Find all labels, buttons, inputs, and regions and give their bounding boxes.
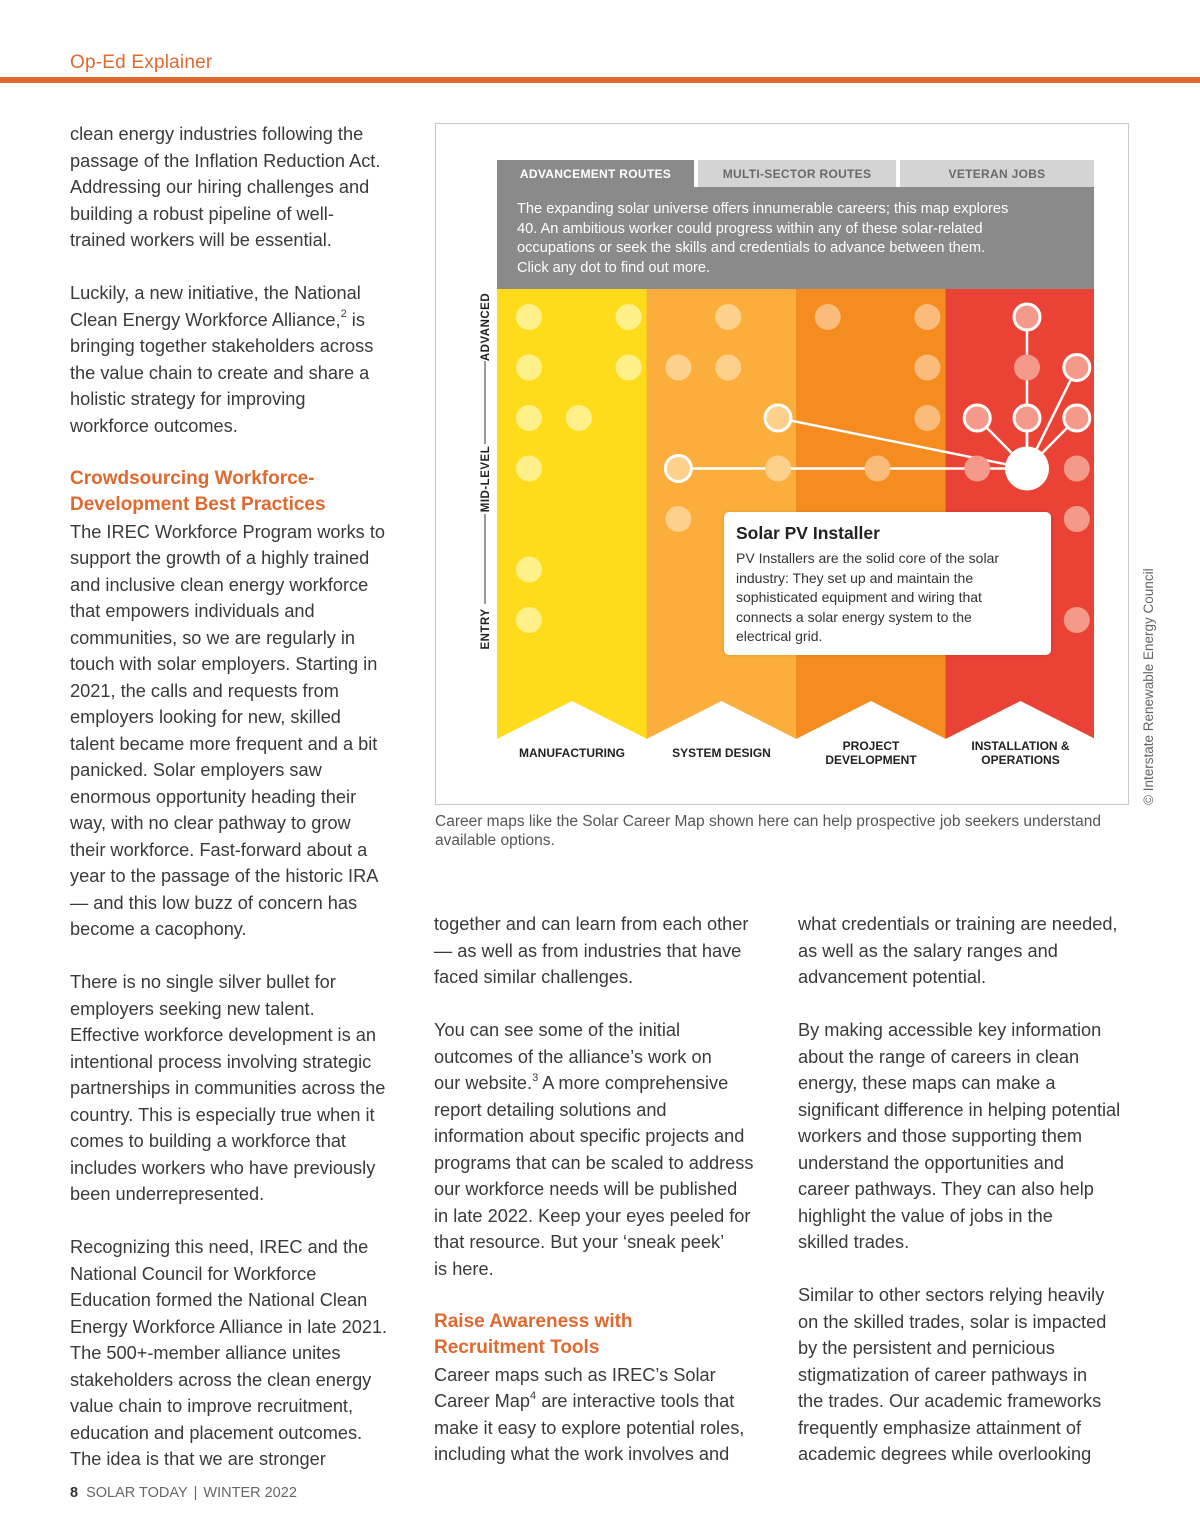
text-line: The IREC Workforce Program works to <box>70 521 385 542</box>
text-line: Effective workforce development is an <box>70 1025 376 1045</box>
text-line: The 500+-member alliance unites <box>70 1343 341 1363</box>
text-line: frequently emphasize attainment of <box>798 1417 1082 1438</box>
career-dot-linked <box>1014 405 1040 431</box>
text-line: including what the work involves and <box>434 1444 730 1464</box>
text-line: Luckily, a new initiative, the National <box>70 283 361 303</box>
text-line: occupations or seek the skills and credentials to advance between them. <box>517 240 986 257</box>
text-line: enormous opportunity heading their <box>70 786 357 807</box>
career-dot <box>715 355 741 381</box>
tab-multi-sector-routes[interactable]: MULTI-SECTOR ROUTES <box>698 160 896 187</box>
career-dot <box>964 456 990 482</box>
text-line: been underrepresented. <box>70 1184 265 1204</box>
text-line: their workforce. Fast-forward about a <box>70 839 368 860</box>
text-line: our workforce needs will be published <box>434 1179 738 1199</box>
footnote-ref[interactable]: 4 <box>530 1389 537 1402</box>
text-line: — and this low buzz of concern has <box>70 892 358 913</box>
issue-date: WINTER 2022 <box>203 1485 297 1501</box>
text-line: stakeholders across the clean energy <box>70 1369 372 1390</box>
text-line: support the growth of a highly trained <box>70 548 370 568</box>
text-line: understand the opportunities and <box>798 1152 1064 1173</box>
text-line: employers seeking new talent. <box>70 998 315 1019</box>
text-line: intentional process involving strategic <box>70 1051 372 1072</box>
paragraph <box>434 911 774 991</box>
footnote-ref[interactable]: 3 <box>532 1071 539 1084</box>
text-line: clean energy industries following the <box>70 124 364 144</box>
tab-veteran-jobs[interactable]: VETERAN JOBS <box>900 160 1094 187</box>
text-line: that resource. But your ‘sneak peek’ <box>434 1232 725 1252</box>
career-dot <box>516 607 542 633</box>
sector-label: OPERATIONS <box>981 753 1060 767</box>
text-line: faced similar challenges. <box>434 967 634 987</box>
career-dot <box>914 405 940 431</box>
text-line: value chain to improve recruitment, <box>70 1396 354 1416</box>
career-dot <box>914 355 940 381</box>
text-line: that empowers individuals and <box>70 601 315 621</box>
text-line: significant difference in helping potential <box>798 1099 1121 1120</box>
career-dot <box>516 405 542 431</box>
text-line: partnerships in communities across the <box>70 1078 386 1098</box>
text-line: report detailing solutions and <box>434 1099 667 1120</box>
career-dot <box>616 355 642 381</box>
text-line: panicked. Solar employers saw <box>70 760 322 780</box>
text-line: stigmatization of career pathways in <box>798 1364 1088 1385</box>
page-footer <box>70 1485 297 1501</box>
level-label: MID-LEVEL <box>480 445 492 513</box>
text-line: Click any dot to find out more. <box>517 259 711 276</box>
text-line: highlight the value of jobs in the <box>798 1205 1053 1226</box>
page-number: 8 <box>70 1485 79 1501</box>
career-dot <box>815 304 841 330</box>
text-line: programs that can be scaled to address <box>434 1152 754 1173</box>
magazine-name: SOLAR TODAY <box>86 1485 188 1501</box>
text-line: 40. An ambitious worker could progress within any of these solar-related <box>517 220 983 237</box>
text-line: career pathways. They can also help <box>798 1179 1094 1199</box>
text-line: make it easy to explore potential roles, <box>434 1417 745 1438</box>
map-intro-panel <box>497 187 1094 289</box>
career-dot <box>1064 456 1090 482</box>
text-line: talent became more frequent and a bit <box>70 733 378 754</box>
text-line: energy, these maps can make a <box>798 1073 1056 1093</box>
career-dot <box>566 405 592 431</box>
paragraph <box>798 1017 1143 1256</box>
text-line: year to the passage of the historic IRA <box>70 866 379 886</box>
text-line: By making accessible key information <box>798 1020 1102 1040</box>
text-line: The expanding solar universe offers innumerable careers; this map explores <box>517 201 1009 217</box>
career-dot <box>1064 506 1090 532</box>
sector-label: PROJECT <box>842 739 900 753</box>
text-line: available options. <box>435 832 555 849</box>
text-line: industry: They set up and maintain the <box>736 569 974 586</box>
career-dot <box>616 304 642 330</box>
text-line: PV Installers are the solid core of the solar <box>736 550 1000 566</box>
text-line: 2021, the calls and requests from <box>70 680 339 701</box>
career-dot <box>1064 607 1090 633</box>
career-dot-linked <box>1064 355 1090 381</box>
text-line: — as well as from industries that have <box>434 940 742 961</box>
text-line: building a robust pipeline of well- <box>70 203 334 224</box>
career-dot-linked <box>964 405 990 431</box>
text-line: communities, so we are regularly in <box>70 627 356 648</box>
paragraph <box>798 911 1143 991</box>
text-line: in late 2022. Keep your eyes peeled for <box>434 1205 751 1226</box>
text-line: as well as the salary ranges and <box>798 940 1058 961</box>
paragraph <box>70 969 405 1208</box>
text-line: Career maps like the Solar Career Map shown here can help prospective job seekers understand <box>435 813 1101 830</box>
paragraph <box>434 1017 774 1282</box>
section-label: Op-Ed Explainer <box>70 52 213 73</box>
article-column-3 <box>798 911 1143 1494</box>
text-line: passage of the Inflation Reduction Act. <box>70 150 381 171</box>
paragraph <box>70 121 405 254</box>
career-dot-linked <box>665 456 691 482</box>
paragraph <box>70 280 405 439</box>
text-line: is here. <box>434 1258 494 1279</box>
text-line: workers and those supporting them <box>798 1126 1083 1146</box>
section-heading: Raise Awareness with Recruitment Tools <box>434 1310 633 1358</box>
text-line: Clean Energy Workforce Alliance,$^2$ is <box>70 308 365 330</box>
header-rule <box>0 77 1200 83</box>
image-credit: © Interstate Renewable Energy Council <box>1141 568 1156 805</box>
career-dot <box>516 557 542 583</box>
text-line: education and placement outcomes. <box>70 1422 363 1443</box>
paragraph <box>70 519 405 943</box>
text-line: comes to building a workforce that <box>70 1131 346 1151</box>
solar-pv-installer-tooltip <box>724 512 1051 655</box>
career-dot <box>516 304 542 330</box>
text-line: Career Map$^4$ are interactive tools that <box>434 1389 735 1411</box>
text-line: country. This is especially true when it <box>70 1104 375 1125</box>
text-line: You can see some of the initial <box>434 1020 681 1040</box>
career-dot <box>1014 355 1040 381</box>
career-dot <box>665 506 691 532</box>
career-dot <box>715 304 741 330</box>
text-line: academic degrees while overlooking <box>798 1444 1092 1464</box>
text-line: Similar to other sectors relying heavily <box>798 1285 1105 1305</box>
text-line: way, with no clear pathway to grow <box>70 813 351 833</box>
text-line: Energy Workforce Alliance in late 2021. <box>70 1316 388 1337</box>
career-dot <box>914 304 940 330</box>
text-line: skilled trades. <box>798 1232 910 1252</box>
sector-label: SYSTEM DESIGN <box>672 746 771 760</box>
sector-label: DEVELOPMENT <box>825 753 917 767</box>
text-line: the trades. Our academic frameworks <box>798 1391 1102 1411</box>
footer-separator: | <box>193 1485 198 1501</box>
text-line: together and can learn from each other <box>434 914 749 934</box>
career-dot-linked <box>1014 304 1040 330</box>
level-label: ENTRY <box>480 608 492 650</box>
text-line: There is no single silver bullet for <box>70 972 336 992</box>
text-line: outcomes of the alliance’s work on <box>434 1046 712 1067</box>
article-column-2 <box>434 911 774 1494</box>
text-line: Recognizing this need, IREC and the <box>70 1237 369 1257</box>
text-line: advancement potential. <box>798 967 987 987</box>
career-dot <box>765 456 791 482</box>
text-line: holistic strategy for improving <box>70 389 306 409</box>
text-line: about the range of careers in clean <box>798 1046 1080 1067</box>
career-dot <box>516 456 542 482</box>
sector-label: INSTALLATION & <box>971 739 1070 753</box>
tooltip-title: Solar PV Installer <box>736 523 880 543</box>
sector-label: MANUFACTURING <box>519 746 625 760</box>
text-line: Career maps such as IREC’s Solar <box>434 1364 716 1385</box>
text-line: National Council for Workforce <box>70 1263 317 1284</box>
text-line: Addressing our hiring challenges and <box>70 177 370 197</box>
tooltip-text <box>736 549 1039 647</box>
text-line: connects a solar energy system to the <box>736 608 972 625</box>
paragraph <box>70 1234 405 1473</box>
text-line: electrical grid. <box>736 628 823 644</box>
level-label: ADVANCED <box>480 292 492 362</box>
career-dot-selected <box>1005 447 1049 491</box>
text-line: by the persistent and pernicious <box>798 1338 1055 1358</box>
text-line: our website.$^3$ A more comprehensive <box>434 1071 729 1093</box>
text-line: become a cacophony. <box>70 919 247 939</box>
text-line: Education formed the National Clean <box>70 1290 368 1310</box>
tab-advancement-routes[interactable]: ADVANCEMENT ROUTES <box>497 160 694 187</box>
paragraph <box>798 1282 1143 1468</box>
career-dot <box>665 355 691 381</box>
text-line: bringing together stakeholders across <box>70 336 374 356</box>
career-dot <box>865 456 891 482</box>
article-column-1 <box>70 121 405 1499</box>
text-line: touch with solar employers. Starting in <box>70 654 378 674</box>
text-line: workforce outcomes. <box>70 415 238 436</box>
career-dot <box>516 355 542 381</box>
text-line: and inclusive clean energy workforce <box>70 574 369 595</box>
text-line: employers looking for new, skilled <box>70 707 341 727</box>
text-line: the value chain to create and share a <box>70 362 370 383</box>
text-line: sophisticated equipment and wiring that <box>736 589 982 605</box>
text-line: includes workers who have previously <box>70 1157 376 1178</box>
text-line: trained workers will be essential. <box>70 230 332 250</box>
career-dot-linked <box>765 405 791 431</box>
section-heading: Crowdsourcing Workforce- Development Best Practices <box>70 467 326 515</box>
figure-caption <box>435 812 1115 850</box>
text-line: information about specific projects and <box>434 1126 745 1146</box>
career-dot-linked <box>1064 405 1090 431</box>
text-line: The idea is that we are stronger <box>70 1449 326 1469</box>
text-line: what credentials or training are needed, <box>798 914 1118 934</box>
text-line: on the skilled trades, solar is impacted <box>798 1311 1107 1332</box>
footnote-ref[interactable]: 2 <box>340 308 347 321</box>
paragraph <box>434 1362 774 1468</box>
